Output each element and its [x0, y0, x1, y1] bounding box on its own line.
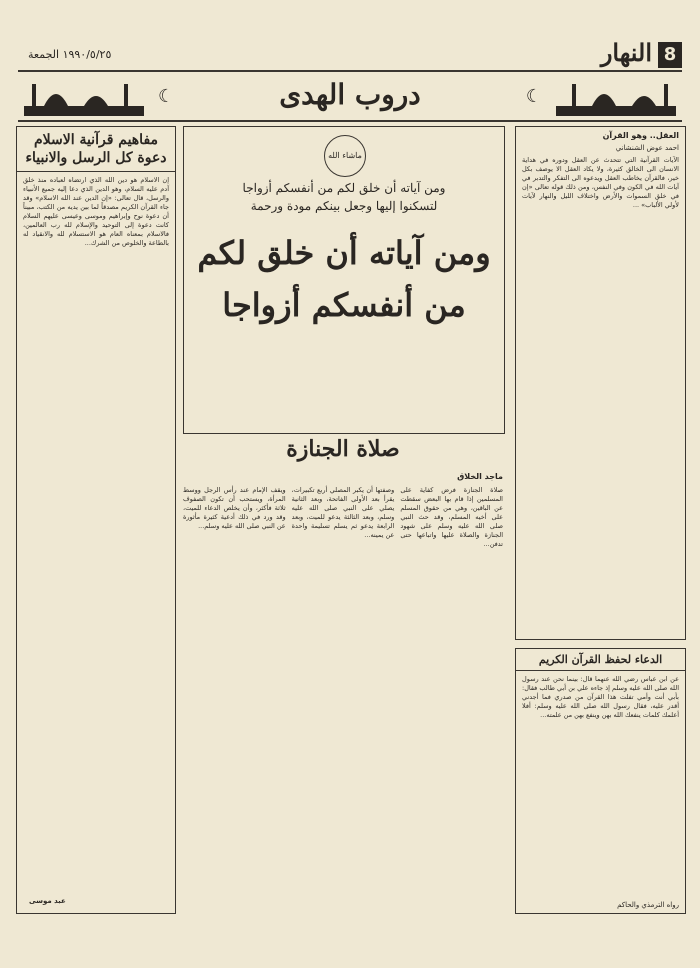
right-article [515, 126, 686, 640]
center-article [183, 126, 505, 912]
left-article [16, 126, 176, 914]
left-article-byline: عبد موسى [29, 897, 66, 905]
calligraphy-line: ومن آياته أن خلق لكم [197, 234, 491, 272]
article-column: ويقف الإمام عند رأس الرجل ووسط المرأة، ويستحب أن تكون الصفوف ثلاثة فأكثر، وأن يخلص الدعاء للميت، وقد ورد في ذلك أدعية كثيرة مأثورة عن النبي صلى الله عليه وسلم... [183, 486, 286, 530]
calligraphy-frame [183, 126, 505, 434]
dua-headline: الدعاء لحفظ القرآن الكريم [516, 649, 685, 671]
dua-box [515, 648, 686, 914]
article-title: صلاة الجنازة [286, 436, 400, 462]
dua-body: عن ابن عباس رضي الله عنهما قال: بينما نحن عند رسول الله صلى الله عليه وسلم إذ جاءه علي بن أبي طالب فقال: بأبي أنت وأمي تفلت هذا القرآن من صدري فما أجدني أقدر عليه، فقال رسول الله صلى الله عليه وسلم: أفلا أعلمك كلمات ينفعك الله بهن وينفع بهن من علمته... [522, 675, 679, 719]
calligraphy-art [184, 227, 504, 427]
right-article-headline: العقل.. وهو القرآن [602, 131, 679, 140]
masthead [18, 36, 682, 72]
left-article-headline: مفاهيم قرآنية الاسلام دعوة كل الرسل والانبياء [17, 127, 175, 172]
calligraphy-line: من أنفسكم أزواجا [222, 286, 466, 324]
right-article-author: احمد عوض الشنشاني [615, 144, 679, 152]
dateline-date: ١٩٩٠/٥/٢٥ [62, 48, 112, 61]
banner-title: دروب الهدى [279, 78, 421, 111]
verse-text [194, 179, 494, 215]
mosque-icon [556, 76, 676, 116]
right-article-body: الآيات القرآنية التي تتحدث عن العقل ودوره في هداية الانسان الى الخالق كثيرة، ولا يكاد العقل الا يوصف بكل خير، فالقرآن يخاطب العقل ويدعوه الى التفكر والتدبر في آيات الله في الكون وفي النفس، ومن ذلك قوله تعالى «إن في خلق السموات والأرض واختلاف الليل والنهار لآيات لأولي الألباب» ... [522, 156, 679, 209]
dua-source: رواه الترمذي والحاكم [617, 901, 679, 909]
crescent-icon: ☾ [525, 86, 542, 107]
article-column: وصفتها أن يكبر المصلي أربع تكبيرات، يقرأ بعد الأولى الفاتحة، وبعد الثانية يصلي على النبي صلى الله عليه وسلم، وبعد الثالثة يدعو للميت، وبعد الرابعة يدعو ثم يسلم تسليمة واحدة عن يمينه... [291, 486, 395, 539]
dateline [22, 48, 111, 61]
article-body [183, 486, 503, 912]
article-column: صلاة الجنازة فرض كفاية على المسلمين إذا قام بها البعض سقطت عن الباقين، وهي من حقوق المسلم على أخيه المسلم، وقد حث النبي صلى الله عليه وسلم على شهود الجنازة والصلاة عليها واتباعها حتى تدفن... [400, 486, 503, 548]
calligraphy-seal: ماشاء الله [324, 135, 366, 177]
dateline-day: الجمعة [28, 48, 60, 61]
newspaper-brand: النهار [600, 38, 652, 67]
section-banner [18, 72, 682, 122]
verse-line: لتسكنوا إليها وجعل بينكم مودة ورحمة [250, 199, 438, 213]
article-author: ماجد الخلاق [457, 472, 503, 481]
verse-line: ومن آياته أن خلق لكم من أنفسكم أزواجا [242, 181, 446, 195]
page-number: 8 [658, 42, 682, 68]
mosque-icon [24, 76, 144, 116]
crescent-icon: ☾ [158, 86, 175, 107]
left-article-body: إن الاسلام هو دين الله الذي ارتضاه لعباده منذ خلق آدم عليه السلام، وهو الدين الذي دعا إليه جميع الأنبياء والرسل، قال تعالى: «إن الدين عند الله الاسلام» وقد جاء القرآن الكريم مصدقاً لما بين يديه من الكتب، مبيناً أن دعوة نوح وإبراهيم وموسى وعيسى عليهم السلام كانت دعوة إلى التوحيد والإسلام لله رب العالمين، فالاسلام بمعناه العام هو الاستسلام لله والانقياد له بالطاعة والخلوص من الشرك... [23, 176, 169, 247]
